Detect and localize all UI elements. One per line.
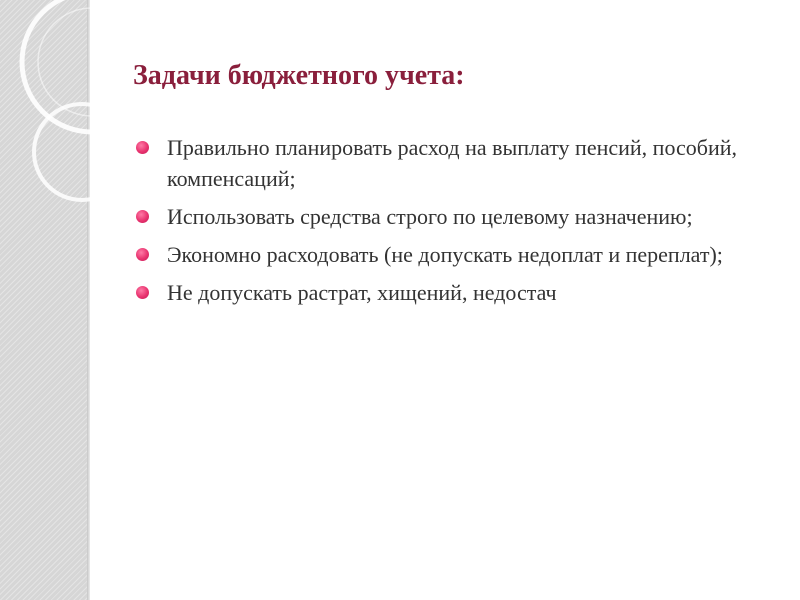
- bullet-item: [133, 277, 763, 308]
- bullet-item: [133, 132, 763, 194]
- bullet-text: Не допускать растрат, хищений, недостач: [167, 280, 557, 305]
- bullet-text: Использовать средства строго по целевому назначению;: [167, 204, 693, 229]
- pink-circle-bullet-icon: [136, 286, 149, 299]
- bullet-text: Экономно расходовать (не допускать недоплат и переплат);: [167, 242, 723, 267]
- bullet-item: [133, 201, 763, 232]
- pink-circle-bullet-icon: [136, 141, 149, 154]
- bullet-list: [133, 132, 763, 315]
- pink-circle-bullet-icon: [136, 248, 149, 261]
- bullet-text: Правильно планировать расход на выплату пенсий, пособий, компенсаций;: [167, 135, 737, 191]
- bullet-item: [133, 239, 763, 270]
- slide-title: Задачи бюджетного учета:: [133, 60, 465, 91]
- pink-circle-bullet-icon: [136, 210, 149, 223]
